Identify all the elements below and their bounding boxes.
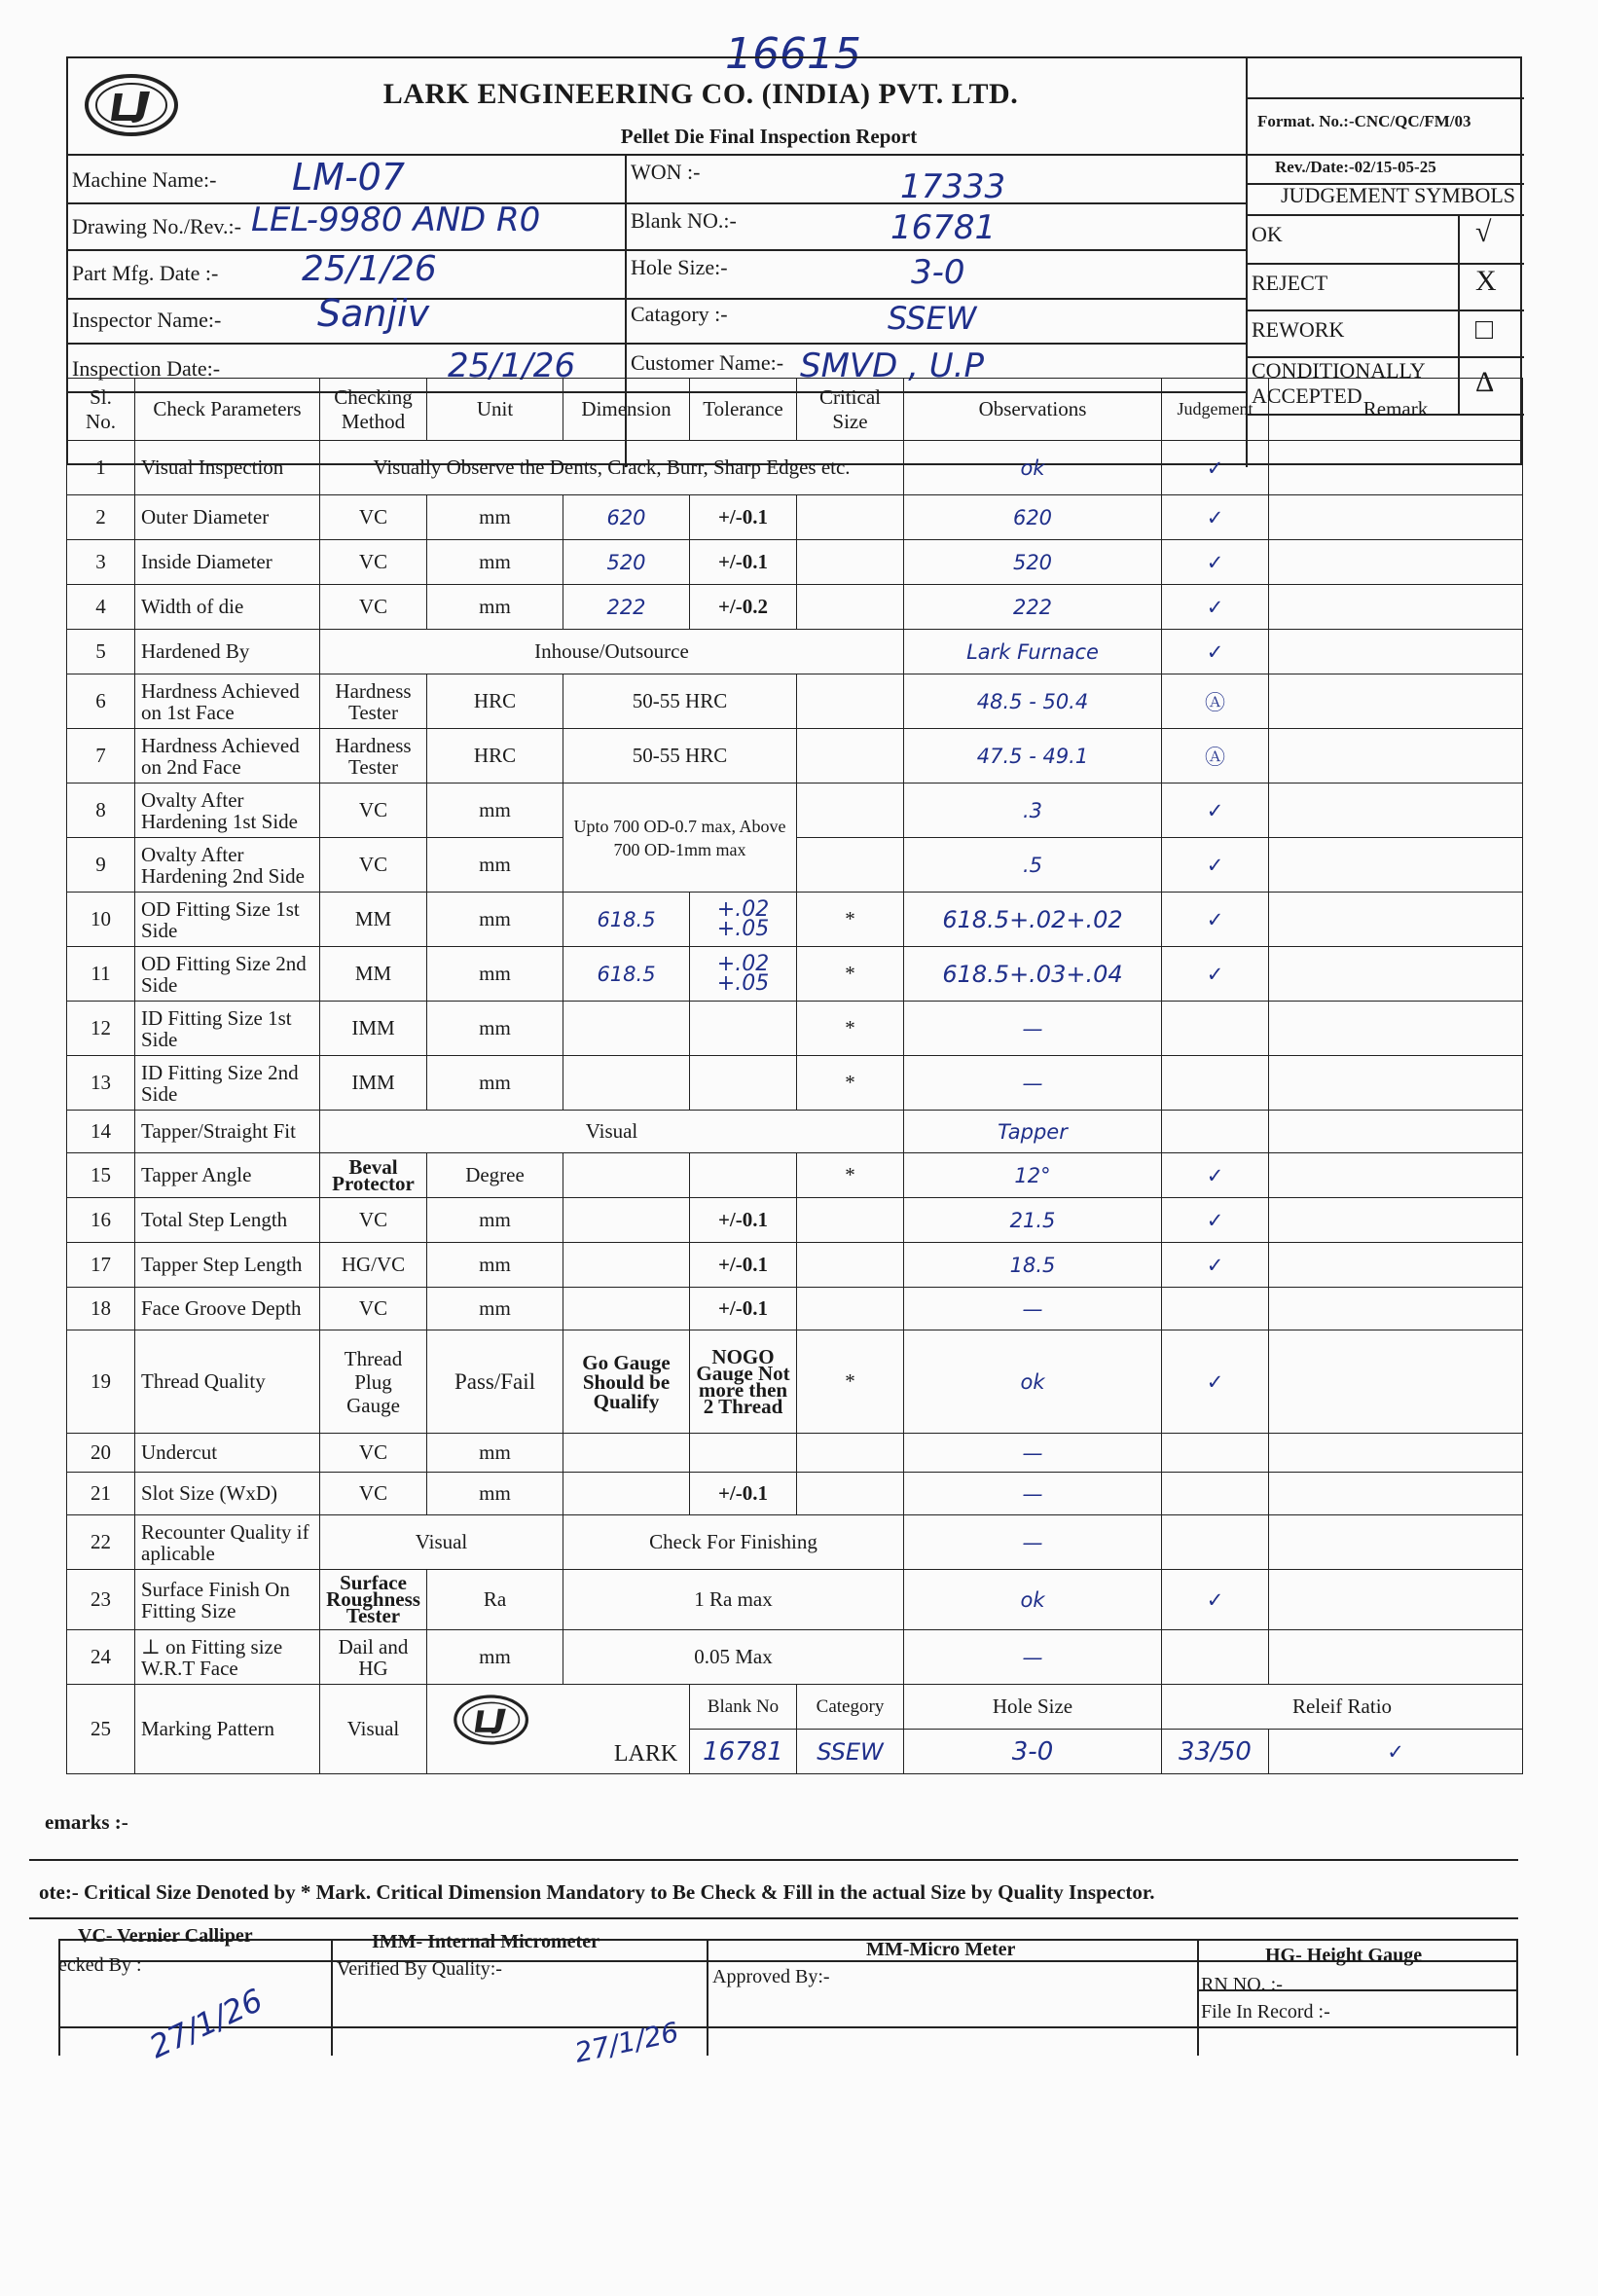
approved-by-label: Approved By:-	[712, 1966, 830, 1987]
machine-name-label: Machine Name:-	[72, 167, 217, 192]
won-value: 17333	[900, 167, 1006, 206]
table-row-marking-values: 16781 SSEW 3-0 33/50 ✓	[67, 1730, 1523, 1774]
blank-no-label: Blank NO.:-	[631, 208, 737, 233]
checked-by-label: ecked By :	[58, 1954, 142, 1976]
part-mfg-date-label: Part Mfg. Date :-	[72, 261, 219, 285]
checked-by-signature-date: 27/1/26	[143, 1981, 269, 2066]
table-row: 21 Slot Size (WxD) VC mm +/-0.1 —	[67, 1473, 1523, 1515]
symbol-ok-label: OK	[1252, 222, 1283, 246]
table-row: 3 Inside Diameter VC mm 520 +/-0.1 520 ✓	[67, 540, 1523, 585]
drawing-no-value: LEL-9980 AND R0	[251, 200, 541, 239]
format-number: Format. No.:-CNC/QC/FM/03	[1257, 112, 1471, 130]
table-row: 13 ID Fitting Size 2nd Side IMM mm * —	[67, 1056, 1523, 1111]
legend-vc: VC- Vernier Calliper	[78, 1925, 253, 1947]
table-row: 2 Outer Diameter VC mm 620 +/-0.1 620 ✓	[67, 495, 1523, 540]
lark-logo-icon	[433, 1689, 550, 1751]
symbol-rework-mark: □	[1475, 313, 1494, 346]
symbol-conditional-label: CONDITIONALLY ACCEPTED	[1252, 358, 1425, 408]
table-row-marking-header: 25 Marking Pattern Visual LARK Blank No Category Hole Size Releif Ratio	[67, 1685, 1523, 1730]
table-row: 10 OD Fitting Size 1st Side MM mm 618.5 +.02 +.05 * 618.5+.02+.02 ✓	[67, 893, 1523, 947]
table-row: 4 Width of die VC mm 222 +/-0.2 222 ✓	[67, 585, 1523, 630]
machine-name-value: LM-07	[292, 156, 406, 199]
verified-by-signature-date: 27/1/26	[571, 2016, 682, 2069]
table-row: 20 Undercut VC mm —	[67, 1434, 1523, 1473]
critical-size-note: ote:- Critical Size Denoted by * Mark. Critical Dimension Mandatory to Be Check & Fill in the actual Size by Quality Inspector.	[39, 1880, 1155, 1904]
table-row: 15 Tapper Angle Beval Protector Degree * 12° ✓	[67, 1153, 1523, 1198]
table-row: 24 ⊥ on Fitting size W.R.T Face Dail and HG mm 0.05 Max —	[67, 1630, 1523, 1685]
col-unit: Unit	[427, 379, 563, 441]
inspection-date-value: 25/1/26	[448, 346, 576, 385]
table-row: 17 Tapper Step Length HG/VC mm +/-0.1 18.5 ✓	[67, 1243, 1523, 1288]
col-observations: Observations	[904, 379, 1162, 441]
col-tolerance: Tolerance	[690, 379, 797, 441]
report-title: Pellet Die Final Inspection Report	[620, 125, 918, 148]
category-value: SSEW	[888, 300, 977, 337]
customer-name-label: Customer Name:-	[631, 350, 784, 375]
won-label: WON :-	[631, 160, 701, 184]
table-row: 19 Thread Quality Thread Plug Gauge Pass/Fail Go Gauge Should be Qualify NOGO Gauge Not more then 2 Thread * ok ✓	[67, 1330, 1523, 1434]
symbol-reject-label: REJECT	[1252, 271, 1328, 295]
rev-date: Rev./Date:-02/15-05-25	[1275, 158, 1436, 176]
symbol-rework-label: REWORK	[1252, 317, 1345, 342]
inspection-table	[66, 378, 1523, 1774]
legend-mm: MM-Micro Meter	[866, 1939, 1016, 1960]
col-remark: Remark	[1269, 379, 1523, 441]
form-footer	[29, 1810, 1518, 2069]
table-row: 6 Hardness Achieved on 1st Face Hardness Tester HRC 50-55 HRC 48.5 - 50.4 Ⓐ	[67, 674, 1523, 729]
hole-size-value: 3-0	[911, 253, 965, 292]
company-logo-icon	[76, 66, 188, 144]
col-judgement: Judgement	[1162, 379, 1269, 441]
company-name: LARK ENGINEERING CO. (INDIA) PVT. LTD.	[382, 78, 1019, 110]
rn-no-label: RN NO. :-	[1201, 1974, 1283, 1995]
table-row: 1 Visual Inspection Visually Observe the Dents, Crack, Burr, Sharp Edges etc. ok ✓	[67, 441, 1523, 495]
remarks-label: emarks :-	[45, 1810, 128, 1834]
drawing-no-label: Drawing No./Rev.:-	[72, 214, 241, 238]
table-row: 8 Ovalty After Hardening 1st Side VC mm Upto 700 OD-0.7 max, Above 700 OD-1mm max .3 ✓	[67, 784, 1523, 838]
table-row: 12 ID Fitting Size 1st Side IMM mm * —	[67, 1002, 1523, 1056]
table-row: 14 Tapper/Straight Fit Visual Tapper	[67, 1111, 1523, 1153]
handwritten-form-number: 16615	[725, 29, 861, 79]
inspector-name-value: Sanjiv	[317, 292, 430, 335]
symbol-reject-mark: X	[1475, 265, 1497, 297]
col-checking-method: Checking Method	[320, 379, 427, 441]
symbol-ok-mark: √	[1475, 216, 1492, 248]
file-in-record-label: File In Record :-	[1201, 2001, 1330, 2023]
table-row: 9 Ovalty After Hardening 2nd Side VC mm .5 ✓	[67, 838, 1523, 893]
symbol-conditional-mark: Δ	[1475, 366, 1495, 398]
verified-by-label: Verified By Quality:-	[337, 1958, 502, 1980]
judgement-symbols-title: JUDGEMENT SYMBOLS	[1281, 183, 1516, 207]
col-check-parameters: Check Parameters	[135, 379, 320, 441]
legend-imm: IMM- Internal Micrometer	[372, 1931, 599, 1952]
customer-name-value: SMVD , U.P	[800, 346, 984, 385]
col-critical-size: Critical Size	[797, 379, 904, 441]
table-row: 16 Total Step Length VC mm +/-0.1 21.5 ✓	[67, 1198, 1523, 1243]
legend-hg: HG- Height Gauge	[1265, 1945, 1423, 1966]
category-label: Catagory :-	[631, 302, 728, 326]
table-row: 18 Face Groove Depth VC mm +/-0.1 —	[67, 1288, 1523, 1330]
col-dimension: Dimension	[563, 379, 690, 441]
table-header-row	[67, 379, 1523, 441]
table-row: 11 OD Fitting Size 2nd Side MM mm 618.5 +.02 +.05 * 618.5+.03+.04 ✓	[67, 947, 1523, 1002]
marking-logo-cell: LARK	[427, 1685, 690, 1774]
table-row: 23 Surface Finish On Fitting Size Surface Roughness Tester Ra 1 Ra max ok ✓	[67, 1570, 1523, 1630]
col-sl-no: Sl. No.	[67, 379, 135, 441]
inspector-name-label: Inspector Name:-	[72, 308, 222, 332]
blank-no-value: 16781	[890, 208, 997, 247]
table-row: 7 Hardness Achieved on 2nd Face Hardness Tester HRC 50-55 HRC 47.5 - 49.1 Ⓐ	[67, 729, 1523, 784]
part-mfg-date-value: 25/1/26	[302, 249, 437, 289]
table-row: 22 Recounter Quality if aplicable Visual Check For Finishing —	[67, 1515, 1523, 1570]
inspection-date-label: Inspection Date:-	[72, 356, 221, 381]
table-row: 5 Hardened By Inhouse/Outsource Lark Furnace ✓	[67, 630, 1523, 674]
hole-size-label: Hole Size:-	[631, 255, 728, 279]
